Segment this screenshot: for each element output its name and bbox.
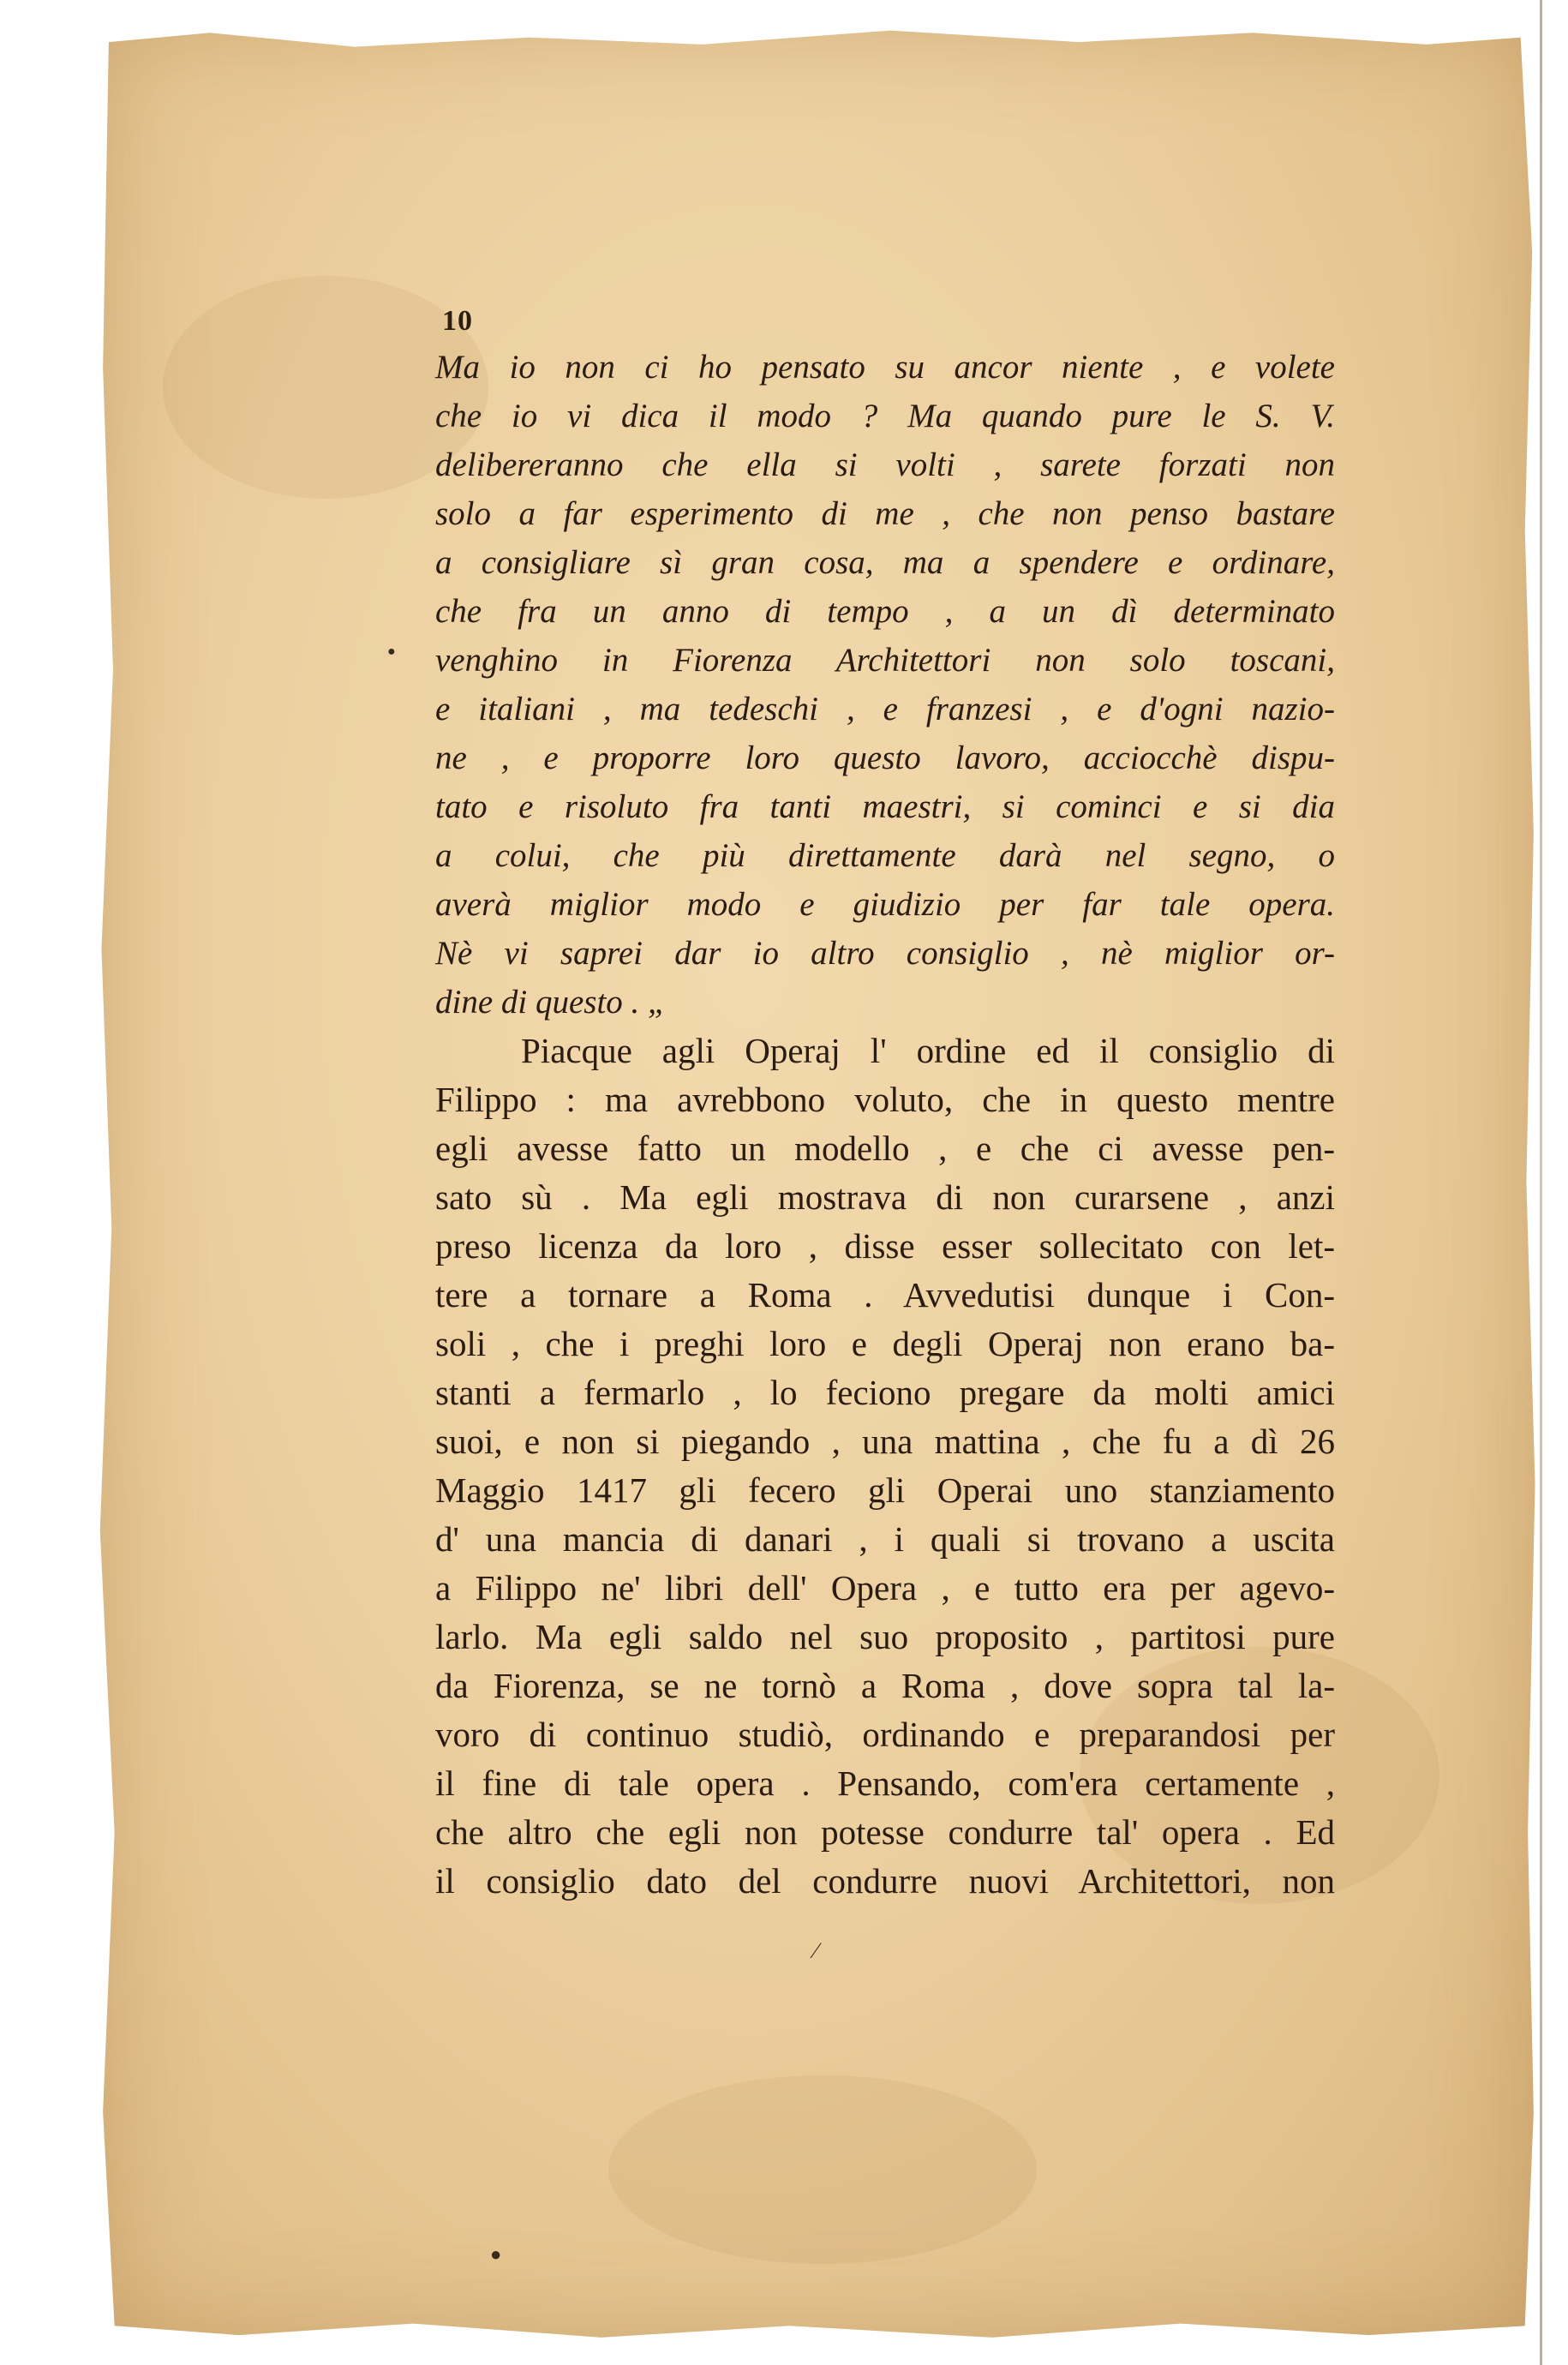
text-line: da Fiorenza, se ne tornò a Roma , dove sopra tal la- — [435, 1666, 1335, 1705]
text-line: Maggio 1417 gli fecero gli Operai uno stanziamento — [435, 1470, 1335, 1510]
text-line: il consiglio dato del condurre nuovi Architettori, non — [435, 1861, 1335, 1901]
italic-passage — [435, 343, 1335, 1027]
ink-dot: ● — [490, 2243, 502, 2265]
text-line: tere a tornare a Roma . Avvedutisi dunque i Con- — [435, 1275, 1335, 1314]
text-line: egli avesse fatto un modello , e che ci avesse pen- — [435, 1129, 1335, 1168]
text-line: Ma io non ci ho pensato su ancor niente , e volete — [435, 349, 1335, 386]
text-line: solo a far esperimento di me , che non penso bastare — [435, 495, 1335, 532]
text-line: d' una mancia di danari , i quali si trovano a uscita — [435, 1519, 1335, 1559]
text-line: suoi, e non si piegando , una mattina , che fu a dì 26 — [435, 1422, 1335, 1461]
text-line: a colui, che più direttamente darà nel segno, o — [435, 837, 1335, 874]
text-line: averà miglior modo e giudizio per far tale opera. — [435, 886, 1335, 923]
text-line: ne , e proporre loro questo lavoro, acciocchè dispu- — [435, 739, 1335, 776]
roman-passage — [435, 1027, 1335, 1906]
paper-stain — [608, 2075, 1037, 2264]
binding-edge — [1540, 0, 1542, 2365]
ink-dot: ● — [387, 644, 396, 659]
text-line: il fine di tale opera . Pensando, com'era certamente , — [435, 1763, 1335, 1803]
text-line: a Filippo ne' libri dell' Opera , e tutto era per agevo- — [435, 1568, 1335, 1608]
ink-mark: ⁄ — [814, 1938, 818, 1963]
text-line: stanti a fermarlo , lo feciono pregare da molti amici — [435, 1373, 1335, 1412]
text-line: soli , che i preghi loro e degli Operaj non erano ba- — [435, 1324, 1335, 1363]
page-number: 10 — [442, 305, 473, 337]
text-line: sato sù . Ma egli mostrava di non curarsene , anzi — [435, 1177, 1335, 1217]
text-line: Nè vi saprei dar io altro consiglio , nè miglior or- — [435, 935, 1335, 972]
text-line: tato e risoluto fra tanti maestri, si cominci e si dia — [435, 788, 1335, 825]
text-line: Filippo : ma avrebbono voluto, che in questo mentre — [435, 1080, 1335, 1119]
page-body — [435, 343, 1335, 1906]
text-line: venghino in Fiorenza Architettori non solo toscani, — [435, 642, 1335, 679]
text-line: Piacque agli Operaj l' ordine ed il consiglio di — [521, 1031, 1335, 1070]
text-line: voro di continuo studiò, ordinando e preparandosi per — [435, 1715, 1335, 1754]
text-line: larlo. Ma egli saldo nel suo proposito , partitosi pure — [435, 1617, 1335, 1656]
text-line: delibereranno che ella si volti , sarete forzati non — [435, 446, 1335, 483]
text-line: che altro che egli non potesse condurre tal' opera . Ed — [435, 1812, 1335, 1852]
text-line: che io vi dica il modo ? Ma quando pure le S. V. — [435, 398, 1335, 434]
text-line: preso licenza da loro , disse esser sollecitato con let- — [435, 1226, 1335, 1266]
text-line: dine di questo . „ — [435, 984, 667, 1021]
text-line: e italiani , ma tedeschi , e franzesi , e d'ogni nazio- — [435, 691, 1335, 727]
text-line: a consigliare sì gran cosa, ma a spendere e ordinare, — [435, 544, 1335, 581]
text-line: che fra un anno di tempo , a un dì determinato — [435, 593, 1335, 630]
